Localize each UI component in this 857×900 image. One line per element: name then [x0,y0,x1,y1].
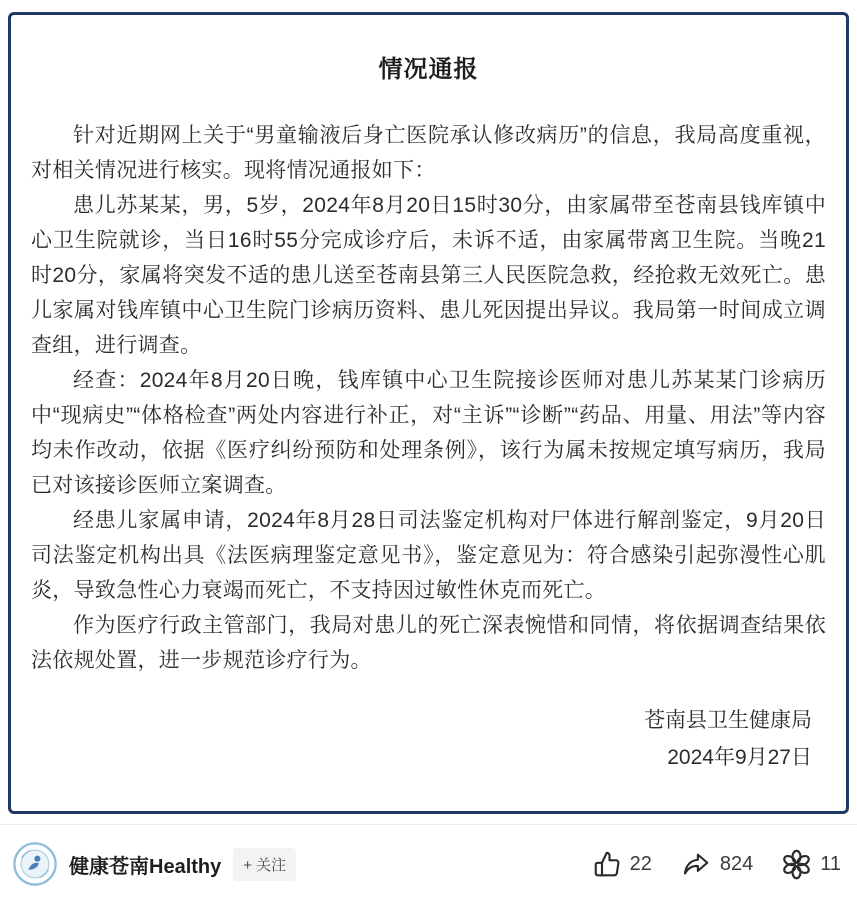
footer-divider [0,824,857,825]
notice-paragraph: 作为医疗行政主管部门，我局对患儿的死亡深表惋惜和同情，将依据调查结果依法依规处置，进一步规范诊疗行为。 [31,614,826,672]
notice-title: 情况通报 [378,56,479,83]
signature-date: 2024年9月27日 [667,746,812,769]
like-count: 22 [629,852,652,875]
notice-paragraph: 针对近期网上关于“男童输液后身亡医院承认修改病历”的信息，我局高度重视，对相关情况进行核实。现将情况通报如下： [31,124,826,182]
notice-document [8,12,849,814]
follow-button[interactable]: + 关注 [233,848,296,881]
thumbs-up-icon [592,849,622,879]
share-button[interactable] [680,849,753,879]
flower-count: 11 [820,852,841,875]
reaction-bar [592,849,841,880]
account-name[interactable]: 健康苍南Healthy [69,855,222,878]
signature-org: 苍南县卫生健康局 [644,709,812,732]
post-footer-bar [0,836,857,892]
notice-signature [31,702,826,776]
flower-reaction-icon [781,849,812,880]
health-bureau-logo-icon [12,841,58,887]
notice-paragraph: 患儿苏某某，男，5岁，2024年8月20日15时30分，由家属带至苍南县钱库镇中心卫生院就诊，当日16时55分完成诊疗后，未诉不适，由家属带离卫生院。当晚21时20分，家属将突发不适的患儿送至苍南县第三人民医院急救，经抢救无效死亡。患儿家属对钱库镇中心卫生院门诊病历资料、患儿死因提出异议。我局第一时间成立调查组，进行调查。 [31,194,826,357]
share-arrow-icon [680,849,712,879]
like-button[interactable] [592,849,652,879]
flower-reaction-button[interactable] [781,849,841,880]
account-avatar[interactable] [12,841,58,887]
share-count: 824 [719,852,754,875]
notice-paragraph: 经患儿家属申请，2024年8月28日司法鉴定机构对尸体进行解剖鉴定，9月20日司法鉴定机构出具《法医病理鉴定意见书》，鉴定意见为：符合感染引起弥漫性心肌炎，导致急性心力衰竭而死亡，不支持因过敏性休克而死亡。 [31,509,826,602]
notice-body [31,118,826,678]
notice-paragraph: 经查：2024年8月20日晚，钱库镇中心卫生院接诊医师对患儿苏某某门诊病历中“现病史”“体格检查”两处内容进行补正，对“主诉”“诊断”“药品、用量、用法”等内容均未作改动，依据《医疗纠纷预防和处理条例》，该行为属未按规定填写病历，我局已对该接诊医师立案调查。 [31,369,826,497]
